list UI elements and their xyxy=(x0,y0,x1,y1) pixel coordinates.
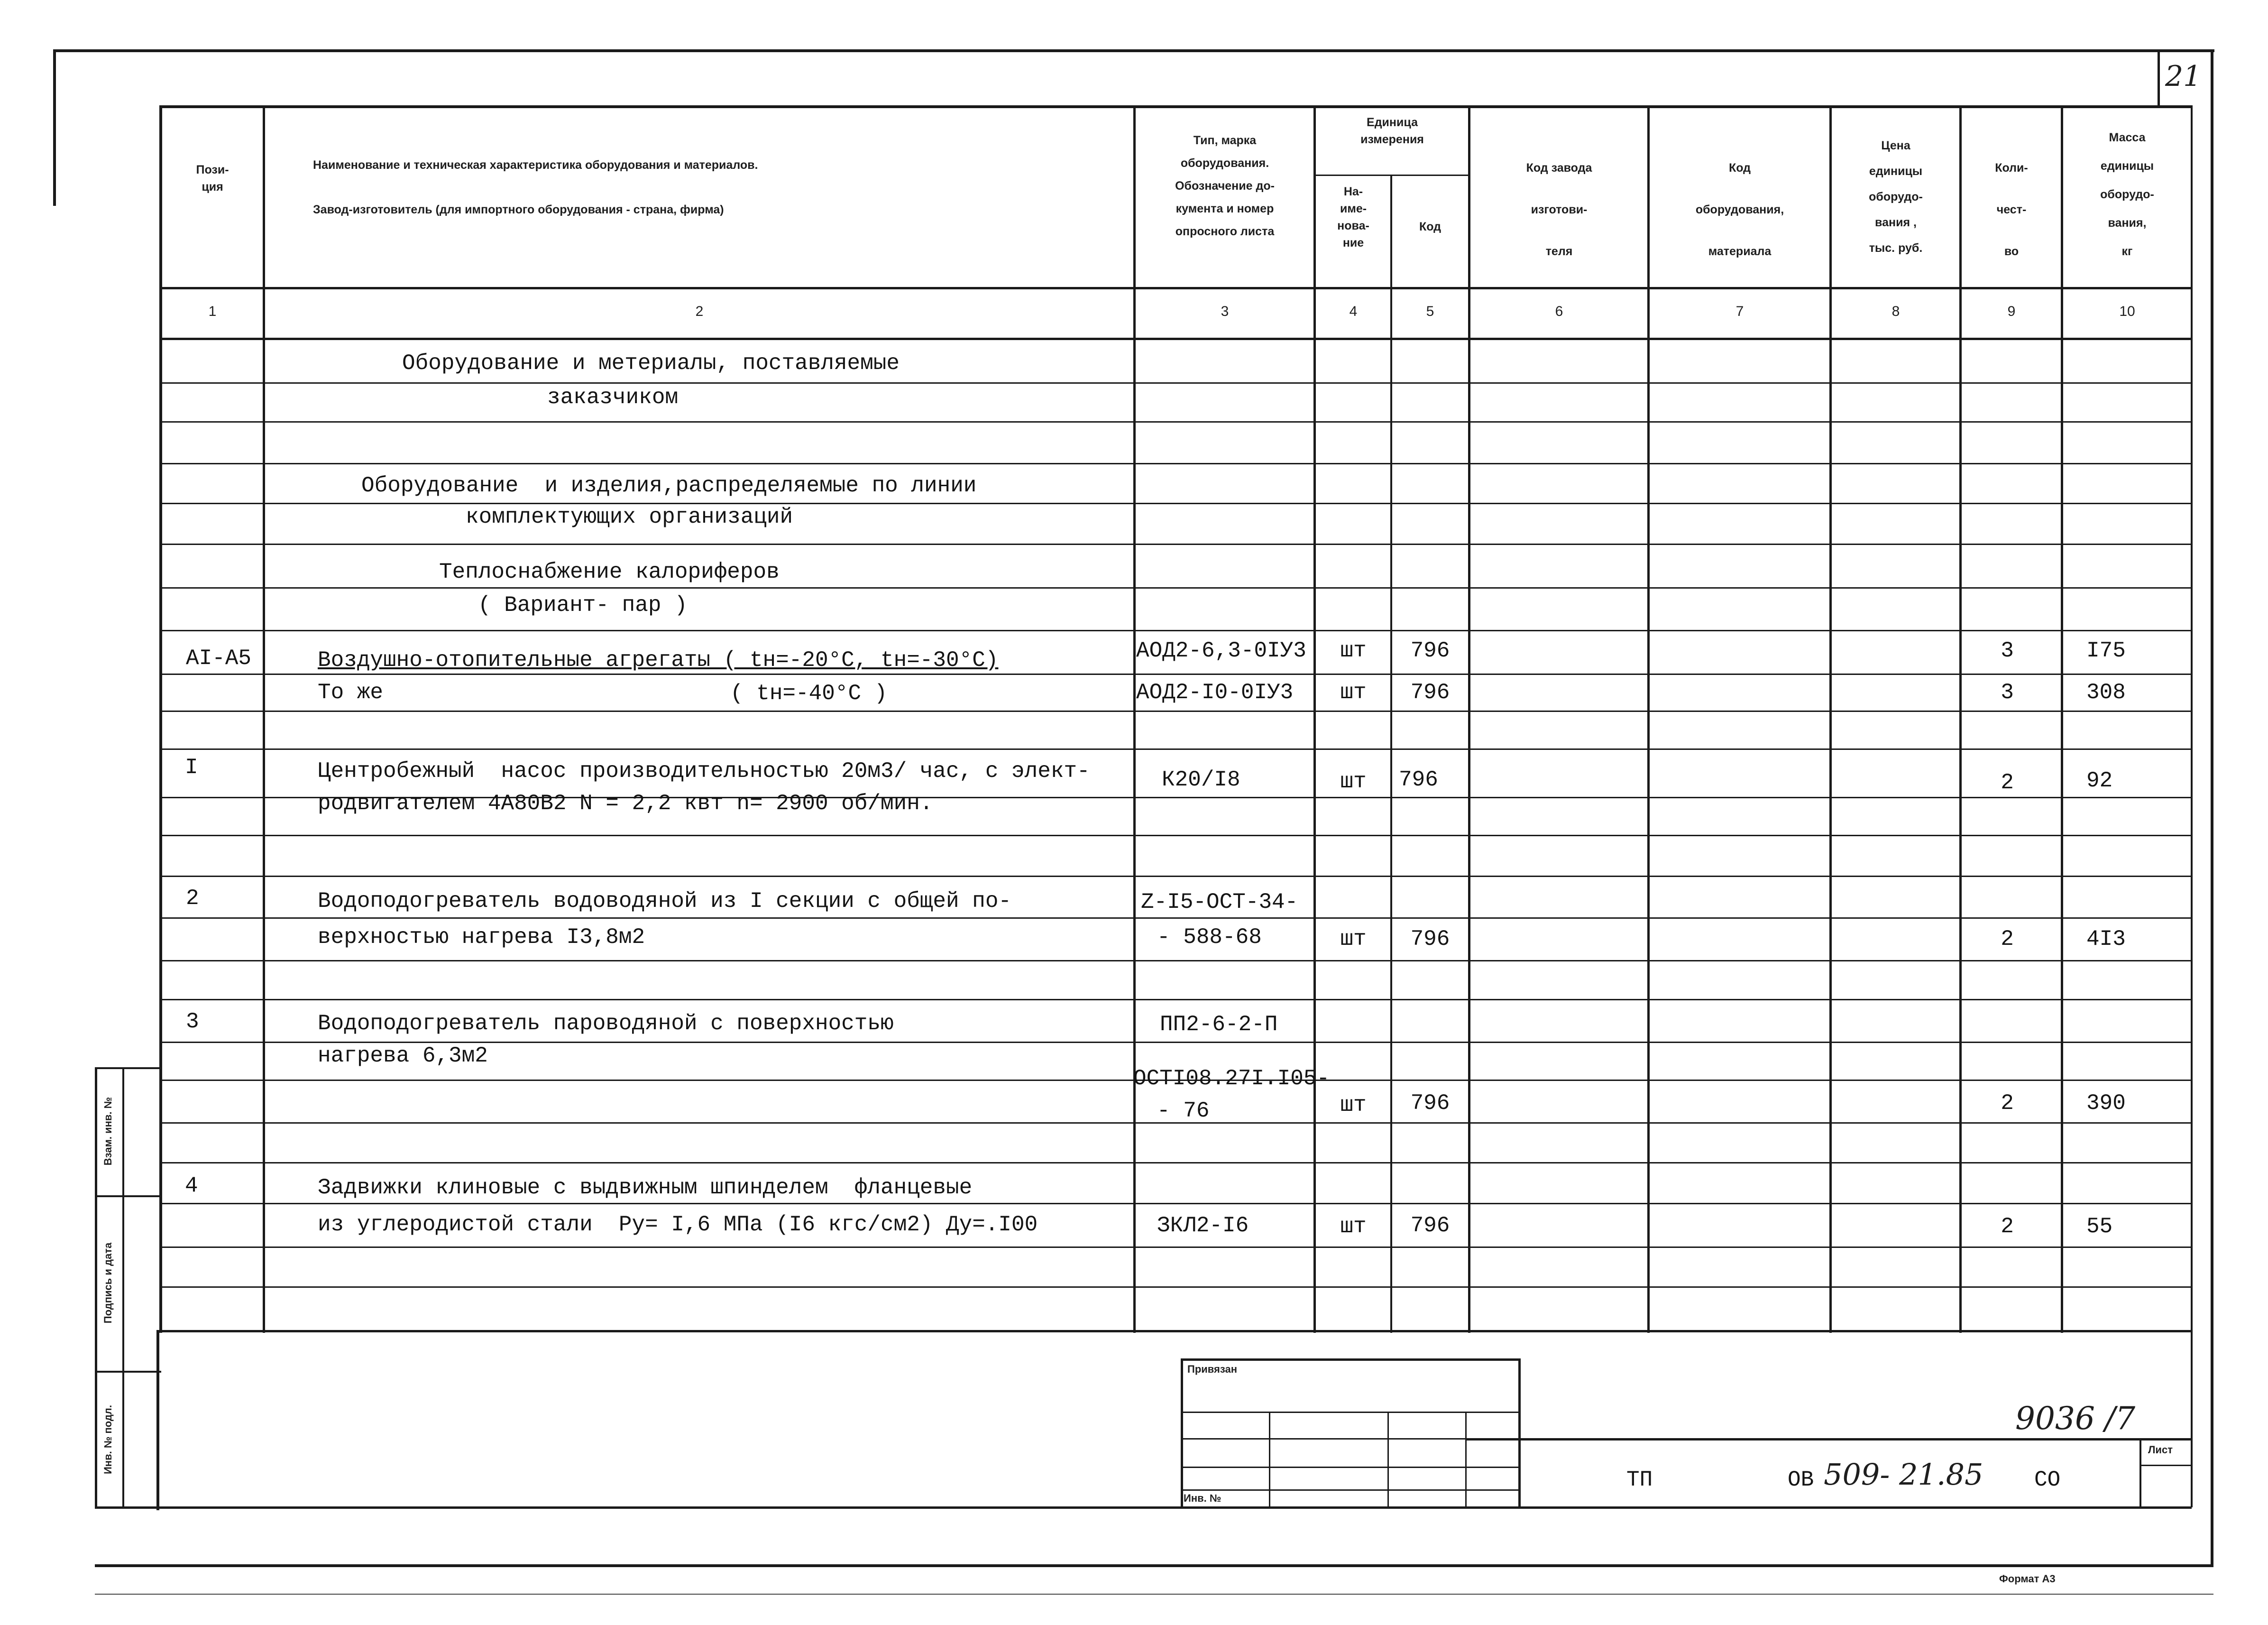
left-binding-edge xyxy=(53,49,56,206)
tb-col xyxy=(1269,1412,1270,1508)
header-unit-name: На- име- нова- ние xyxy=(1337,185,1369,249)
corner-box-left xyxy=(2158,49,2160,106)
section-heading: Теплоснабжение калориферов xyxy=(439,560,780,584)
code-cell: 796 xyxy=(1410,680,1450,705)
header-equipment-code: Код оборудования, материала xyxy=(1695,161,1784,258)
unit-cell: шт xyxy=(1340,1214,1367,1239)
row-line xyxy=(161,1246,2192,1248)
qty-cell: 2 xyxy=(2001,770,2014,795)
unit-group-divider xyxy=(1314,175,1470,176)
colnum-bottom-line xyxy=(161,338,2192,340)
table-right-border xyxy=(2191,105,2193,1333)
mark-cell: АОД2-I0-0IУ3 xyxy=(1136,680,1294,705)
name-cell: верхностью нагрева I3,8м2 xyxy=(318,925,645,950)
inv-no-label: Инв. № xyxy=(1184,1492,1221,1504)
row-line xyxy=(161,748,2192,750)
name-cell: Задвижки клиновые с выдвижным шпинделем фланцевые xyxy=(318,1175,973,1200)
name-cell: из углеродистой стали Ру= I,6 МПа (I6 кгс/см2) Ду=.I00 xyxy=(318,1212,1038,1237)
header-unit-mass: Масса единицы оборудо- вания, кг xyxy=(2100,131,2154,258)
tb-list-left xyxy=(2139,1438,2141,1508)
unit-cell: шт xyxy=(1340,638,1367,663)
row-line xyxy=(161,421,2192,423)
name-cell-temp: ( tн=-40°С ) xyxy=(730,681,888,706)
name-cell: Воздушно-отопительные агрегаты ( tн=-20°С, tн=-30°С) xyxy=(318,648,999,673)
code-cell: 796 xyxy=(1410,927,1450,951)
side-stamp-mid xyxy=(122,1067,124,1508)
col-divider-2 xyxy=(1133,105,1136,1333)
code-cell: 796 xyxy=(1410,1213,1450,1238)
mark-cell: АОД2-6,3-0IУ3 xyxy=(1136,638,1306,663)
col-number: 6 xyxy=(1555,304,1563,319)
position-cell: I xyxy=(185,755,198,780)
tb-line xyxy=(1181,1467,1520,1468)
side-vzam-inv: Взам. инв. № xyxy=(102,1097,114,1166)
unit-cell: шт xyxy=(1340,1093,1367,1117)
lower-left-border xyxy=(156,1330,159,1510)
row-line xyxy=(161,544,2192,545)
unit-cell: шт xyxy=(1340,769,1367,794)
row-line xyxy=(161,1203,2192,1204)
mark-cell: - 588-68 xyxy=(1157,925,1262,950)
col-number: 1 xyxy=(208,304,217,319)
code-cell: 796 xyxy=(1399,767,1438,792)
table-top-border xyxy=(161,105,2192,108)
tb-list-line xyxy=(2139,1465,2192,1466)
mark-cell: ПП2-6-2-П xyxy=(1160,1012,1278,1037)
row-line xyxy=(161,960,2192,961)
doc-prefix: ОВ xyxy=(1788,1468,1814,1492)
mass-cell: 92 xyxy=(2086,768,2113,793)
doc-code: СО xyxy=(2034,1468,2061,1492)
tb-main-top xyxy=(1465,1438,2192,1440)
mass-cell: I75 xyxy=(2086,638,2126,663)
header-type-mark: Тип, марка оборудования. Обозначение до- кумента и номер опросного листа xyxy=(1175,134,1275,238)
mark-cell: - 76 xyxy=(1157,1099,1210,1123)
mark-cell: ОСТI08.27I.I05- xyxy=(1133,1066,1330,1091)
qty-cell: 3 xyxy=(2001,638,2014,663)
code-cell: 796 xyxy=(1410,1091,1450,1116)
name-cell: Центробежный насос производительностью 20м3/ час, с элект- xyxy=(318,759,1090,784)
position-cell: 3 xyxy=(186,1009,199,1034)
tb-col xyxy=(1387,1412,1389,1508)
lower-right-border xyxy=(2191,1330,2193,1507)
unit-cell: шт xyxy=(1340,927,1367,951)
section-heading: заказчиком xyxy=(547,385,679,410)
section-heading: комплектующих организаций xyxy=(466,505,793,529)
name-cell: родвигателем 4А80В2 N = 2,2 квт n= 2900 об/мин. xyxy=(318,791,933,816)
qty-cell: 3 xyxy=(2001,680,2014,705)
tb-line xyxy=(1181,1412,1520,1413)
row-line xyxy=(161,630,2192,631)
position-cell: 4 xyxy=(185,1173,198,1198)
top-frame-line xyxy=(53,49,2214,52)
col-divider-8 xyxy=(1959,105,1962,1333)
side-sign-date: Подпись и дата xyxy=(102,1242,114,1324)
row-line xyxy=(161,711,2192,712)
row-line xyxy=(161,1162,2192,1163)
doc-number-handwritten: 509- 21.85 xyxy=(1824,1457,1983,1492)
col-divider-6 xyxy=(1647,105,1650,1333)
tb-right xyxy=(1518,1358,1521,1508)
qty-cell: 2 xyxy=(2001,1214,2014,1239)
section-heading: ( Вариант- пар ) xyxy=(478,593,688,618)
row-line xyxy=(161,835,2192,836)
mass-cell: 390 xyxy=(2086,1091,2126,1116)
table-left-border xyxy=(159,105,162,1333)
col-divider-4 xyxy=(1390,175,1392,1333)
tp-label: ТП xyxy=(1626,1468,1653,1492)
bottom-baseline xyxy=(95,1594,2213,1595)
right-frame-line xyxy=(2211,49,2213,1567)
header-unit-price: Цена единицы оборудо- вания , тыс. руб. xyxy=(1869,139,1923,255)
header-unit-group: Единица измерения xyxy=(1360,116,1424,146)
name-cell: Водоподогреватель пароводяной с поверхностью xyxy=(318,1011,894,1036)
row-line xyxy=(161,917,2192,919)
tb-col xyxy=(1465,1412,1467,1508)
col-number: 5 xyxy=(1426,304,1434,319)
mark-cell: К20/I8 xyxy=(1162,767,1240,792)
row-line xyxy=(161,382,2192,384)
side-stamp-div2 xyxy=(95,1371,161,1373)
col-divider-3 xyxy=(1313,105,1316,1333)
col-divider-1 xyxy=(263,105,265,1333)
qty-cell: 2 xyxy=(2001,1091,2014,1116)
code-cell: 796 xyxy=(1410,638,1450,663)
row-line xyxy=(161,587,2192,589)
col-number: 7 xyxy=(1735,304,1744,319)
col-divider-9 xyxy=(2061,105,2063,1333)
row-line xyxy=(161,463,2192,464)
side-stamp-top xyxy=(95,1067,161,1069)
position-cell: AI-A5 xyxy=(186,646,252,671)
mark-cell: Z-I5-ОСТ-34- xyxy=(1141,890,1298,914)
tb-line xyxy=(1181,1489,1520,1491)
col-number: 3 xyxy=(1221,304,1229,319)
bottom-frame-line xyxy=(95,1564,2213,1567)
sheet-corner-number: 21 xyxy=(2165,60,2202,93)
side-inv-orig: Инв. № подл. xyxy=(102,1405,114,1474)
row-line xyxy=(161,1286,2192,1288)
name-cell: Водоподогреватель водоводяной из I секции с общей по- xyxy=(318,889,1012,914)
position-cell: 2 xyxy=(186,886,199,911)
header-factory-code: Код завода изготови- теля xyxy=(1526,161,1592,258)
mass-cell: 55 xyxy=(2086,1214,2113,1239)
tb-left xyxy=(1181,1358,1183,1508)
header-position: Пози- ция xyxy=(196,163,229,194)
name-cell: То же xyxy=(318,680,384,705)
header-name-line2: Завод-изготовитель (для импортного оборудования - страна, фирма) xyxy=(313,203,724,216)
table-bottom-line xyxy=(156,1330,2192,1332)
name-cell: нагрева 6,3м2 xyxy=(318,1043,488,1068)
header-bottom-line xyxy=(161,287,2192,289)
row-line xyxy=(161,876,2192,877)
col-divider-5 xyxy=(1468,105,1470,1333)
privyazan-label: Привязан xyxy=(1187,1363,1238,1375)
format-label: Формат А3 xyxy=(1999,1573,2056,1585)
side-stamp-div1 xyxy=(95,1195,161,1197)
unit-cell: шт xyxy=(1340,680,1367,705)
header-quantity: Коли- чест- во xyxy=(1995,161,2028,258)
col-number: 10 xyxy=(2119,304,2135,319)
section-heading: Оборудование и метериалы, поставляемые xyxy=(402,351,900,376)
mass-cell: 308 xyxy=(2086,680,2126,705)
col-number: 9 xyxy=(2007,304,2016,319)
col-number: 4 xyxy=(1349,304,1358,319)
album-number: 9036 /7 xyxy=(2015,1400,2136,1437)
header-unit-code: Код xyxy=(1419,220,1442,233)
col-number: 8 xyxy=(1892,304,1900,319)
side-stamp-left xyxy=(95,1067,97,1508)
tb-top xyxy=(1181,1358,1520,1361)
header-name-line1: Наименование и техническая характеристика оборудования и материалов. xyxy=(313,158,758,172)
list-label: Лист xyxy=(2148,1444,2173,1456)
section-heading: Оборудование и изделия,распределяемые по линии xyxy=(361,473,977,498)
col-number: 2 xyxy=(695,304,704,319)
mass-cell: 4I3 xyxy=(2086,927,2126,951)
lower-bottom-border xyxy=(95,1506,2192,1509)
col-divider-7 xyxy=(1829,105,1832,1333)
qty-cell: 2 xyxy=(2001,927,2014,951)
row-line xyxy=(161,999,2192,1000)
mark-cell: ЗКЛ2-I6 xyxy=(1157,1213,1249,1238)
